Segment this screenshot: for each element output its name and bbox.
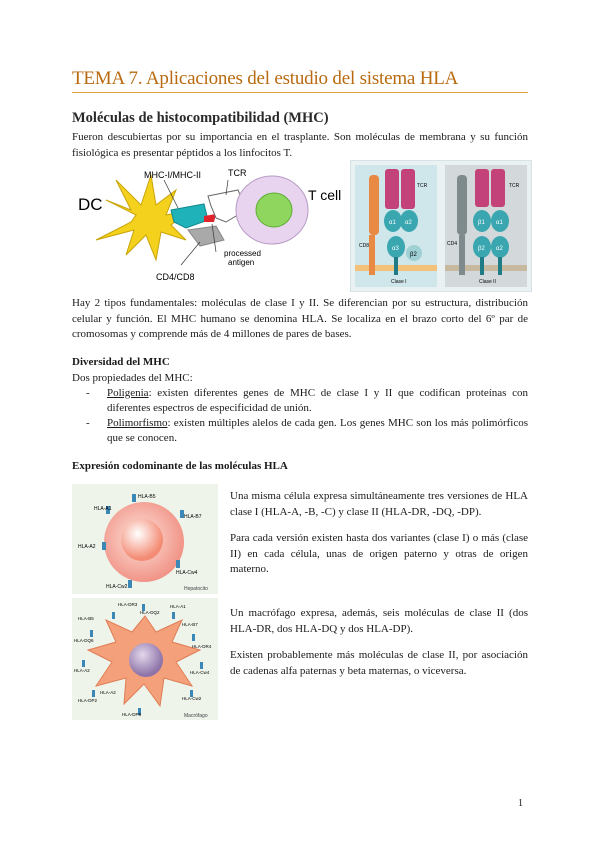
mhc-class-diagram <box>351 161 531 291</box>
mac-label-7: HLA-DR4 <box>192 644 212 649</box>
hep-label-2: HLA-A1 <box>94 506 112 512</box>
class-ii-tcr-label: TCR <box>509 183 520 189</box>
label-dc: DC <box>78 195 103 214</box>
intro-paragraph: Fueron descubiertas por su importancia en el trasplante. Son moléculas de membrana y su función fisiológica es presentar péptidos a los linfocitos T. <box>72 131 528 159</box>
hep-label-3: HLA-B7 <box>184 514 202 520</box>
hep-label-6: HLA-Cw2 <box>106 584 128 590</box>
class-i-alpha2: α2 <box>405 220 412 226</box>
list-item-polimorfismo: - Polimorfismo: existen múltiples alelos de cada gen. Los genes MHC son los más polimórficos que se conocen. <box>86 417 528 444</box>
class-i-tcr-label: TCR <box>417 183 428 189</box>
class-i-cd8-label: CD8 <box>359 243 370 249</box>
diversity-intro: Dos propiedades del MHC: <box>72 372 193 384</box>
class-ii-alpha2: α2 <box>496 246 503 252</box>
diversity-list <box>72 386 528 446</box>
expression-paragraph-1: Una misma célula expresa simultáneamente tres versiones de HLA clase I (HLA-A, -B, -C) y clase II (HLA-DR, -DQ, -DP). <box>230 490 528 518</box>
tcr-chain-b-ii <box>491 169 505 207</box>
term-poligenia: Poligenia <box>107 387 149 399</box>
cd8-molecule <box>369 175 379 235</box>
class-ii-alpha1: α1 <box>496 220 503 226</box>
label-cd4-cd8: CD4/CD8 <box>156 272 195 282</box>
hep-label-1: HLA-B5 <box>138 494 156 500</box>
mac-caption: Macrófago <box>184 713 208 719</box>
label-mhc: MHC-I/MHC-II <box>144 170 201 180</box>
class-i-beta2: β2 <box>410 252 417 258</box>
desc-polimorfismo: : existen múltiples alelos de cada gen. Los genes MHC son los más polimórficos que se conocen. <box>107 417 528 444</box>
class-ii-name: Clase II <box>479 279 496 285</box>
class-i-name: Clase I <box>391 279 407 285</box>
mac-label-9: HLA-Cw4 <box>190 670 210 675</box>
mac-label-4: HLA-DQ2 <box>140 610 160 615</box>
list-item-poligenia: - Poligenia: existen diferentes genes de MHC de clase I y II que codifican proteínas con diferentes espectros de especificidad de unión. <box>86 387 528 414</box>
mac-label-11: HLA-Cw2 <box>182 696 202 701</box>
mac-label-12: HLA-A2 <box>100 690 116 695</box>
mac-label-1: HLA-DR3 <box>118 602 138 607</box>
expression-heading: Expresión codominante de las moléculas HLA <box>72 460 288 472</box>
mhc-molecule-shape <box>171 204 208 228</box>
mhc-types-paragraph: Hay 2 tipos fundamentales: moléculas de clase I y II. Se diferencian por su estructura, distribución celular y función. El MHC humano se denomina HLA. Se localiza en el brazo corto del 6º par de cromosomas y comprende más de 4 millones de pares de bases. <box>72 297 528 340</box>
tcr-chain-a <box>385 169 399 209</box>
t-cell-nucleus <box>256 193 292 227</box>
class-i-alpha3: α3 <box>392 246 399 252</box>
macrophage-figure <box>72 598 218 720</box>
mhc-class-structure-figure <box>350 160 532 292</box>
macrophage-diagram <box>72 598 218 720</box>
cd4-molecule <box>457 175 467 235</box>
term-polimorfismo: Polimorfismo <box>107 417 168 429</box>
dc-tcell-diagram <box>76 160 346 285</box>
class-i-alpha1: α1 <box>389 220 396 226</box>
page-title: TEMA 7. Aplicaciones del estudio del sistema HLA <box>72 68 459 89</box>
hep-label-4: HLA-A2 <box>78 544 96 550</box>
mac-label-8: HLA-A2 <box>74 668 90 673</box>
class-ii-beta2: β2 <box>478 246 485 252</box>
mac-label-3: HLA-B5 <box>78 616 94 621</box>
expression-paragraph-3: Un macrófago expresa, además, seis moléculas de clase II (dos HLA-DR, dos HLA-DQ y dos HLA-DP). <box>230 607 528 635</box>
label-tcell: T cell <box>308 187 342 203</box>
dc-tcell-figure <box>76 160 346 285</box>
mac-label-13: HLA-DP8 <box>122 712 142 717</box>
mac-label-6: HLA-DQ6 <box>74 638 94 643</box>
hepatocyte-nucleus <box>121 519 163 561</box>
hep-caption: Hepatocito <box>184 586 208 592</box>
macrophage-nucleus <box>129 643 163 677</box>
label-tcr: TCR <box>228 168 247 178</box>
mac-label-10: HLA-DP2 <box>78 698 98 703</box>
hep-label-5: HLA-Cw4 <box>176 570 198 576</box>
expression-paragraph-4: Existen probablemente más moléculas de clase II, por asociación de cadenas alfa paternas y beta maternas, o viceversa. <box>230 649 528 677</box>
section-heading-mhc: Moléculas de histocompatibilidad (MHC) <box>72 110 329 126</box>
mac-label-5: HLA-B7 <box>182 622 198 627</box>
hepatocyte-figure <box>72 484 218 594</box>
mac-label-2: HLA-A1 <box>170 604 186 609</box>
tcr-chain-b <box>401 169 415 209</box>
desc-poligenia: : existen diferentes genes de MHC de clase I y II que codifican proteínas con diferentes espectros de especificidad de unión. <box>107 387 528 414</box>
page-title-block <box>72 68 528 93</box>
class-ii-beta1: β1 <box>478 220 485 226</box>
cd4-cd8-shape <box>188 226 224 246</box>
expression-paragraph-2: Para cada versión existen hasta dos variantes (clase I) o más (clase II) en cada célula, unas de origen paterno y otras de origen materno. <box>230 532 528 575</box>
tcr-chain-a-ii <box>475 169 489 207</box>
label-antigen: antigen <box>228 258 255 267</box>
label-processed: processed <box>224 249 261 258</box>
diversity-heading: Diversidad del MHC <box>72 356 170 368</box>
hepatocyte-diagram <box>72 484 218 594</box>
page-number: 1 <box>518 798 523 809</box>
class-ii-cd4-label: CD4 <box>447 241 458 247</box>
